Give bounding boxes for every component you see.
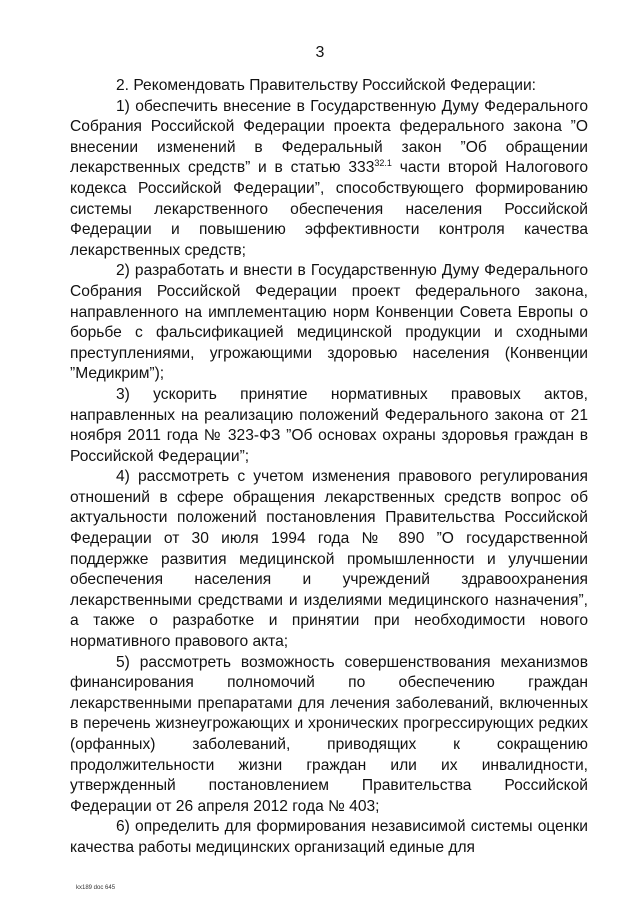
paragraph-text: 2. Рекомендовать Правительству Российской Федерации: — [116, 77, 537, 94]
paragraph-item-2 — [70, 261, 588, 385]
document-body — [70, 76, 588, 859]
page-number: 3 — [315, 44, 325, 61]
paragraph-heading — [70, 76, 588, 97]
paragraph-text: 4) рассмотреть с учетом изменения правового регулирования отношений в сфере обращения лекарственных средств вопрос об актуальности положений постановления Правительства Российской Федерации от 30 июля 1994 года № 890 ”О государственной поддержке развития медицинской промышленности и улучшении обеспечения населения и учреждений здравоохранения лекарственными средствами и изделиями медицинского назначения”, а также о разработке и принятии при необходимости нового нормативного правового акта; — [70, 468, 588, 651]
paragraph-text: 2) разработать и внести в Государственную Думу Федерального Собрания Российской Федерации проект федерального закона, направленного на имплементацию норм Конвенции Совета Европы о борьбе с фальсификацией медицинской продукции и сходными преступлениями, угрожающими здоровью населения (Конвенции ”Медикрим”); — [70, 262, 588, 383]
paragraph-text: 6) определить для формирования независимой системы оценки качества работы медицинских организаций единые для — [70, 818, 588, 856]
superscript: 32.1 — [374, 158, 392, 169]
paragraph-item-5 — [70, 653, 588, 818]
paragraph-item-1 — [70, 97, 588, 262]
paragraph-item-3 — [70, 385, 588, 467]
paragraph-item-4 — [70, 467, 588, 652]
paragraph-text: 5) рассмотреть возможность совершенствования механизмов финансирования полномочий по обеспечению граждан лекарственными препаратами для лечения заболеваний, включенных в перечень жизнеугрожающих и хронических прогрессирующих редких (орфанных) заболеваний, приводящих к сокращению продолжительности жизни граждан или их инвалидности, утвержденный постановлением Правительства Российской Федерации от 26 апреля 2012 года № 403; — [70, 653, 588, 815]
paragraph-item-6 — [70, 817, 588, 858]
paragraph-text-continued: части второй Налогового кодекса Российской Федерации”, способствующего формированию системы лекарственного обеспечения населения Российской Федерации и повышению эффективности контроля качества лекарственных средств; — [70, 159, 588, 259]
footer-file-code: kx189 doc 645 — [76, 885, 116, 891]
paragraph-text: 3) ускорить принятие нормативных правовых актов, направленных на реализацию положений Федерального закона от 21 ноября 2011 года № 323-ФЗ ”Об основах охраны здоровья граждан в Российской Федерации”; — [70, 385, 588, 465]
paragraph-text: 1) обеспечить внесение в Государственную Думу Федерального Собрания Российской Федерации проекта федерального закона ”О внесении изменений в Федеральный закон ”Об обращении лекарственных средств” и в статью 333 — [70, 97, 588, 177]
